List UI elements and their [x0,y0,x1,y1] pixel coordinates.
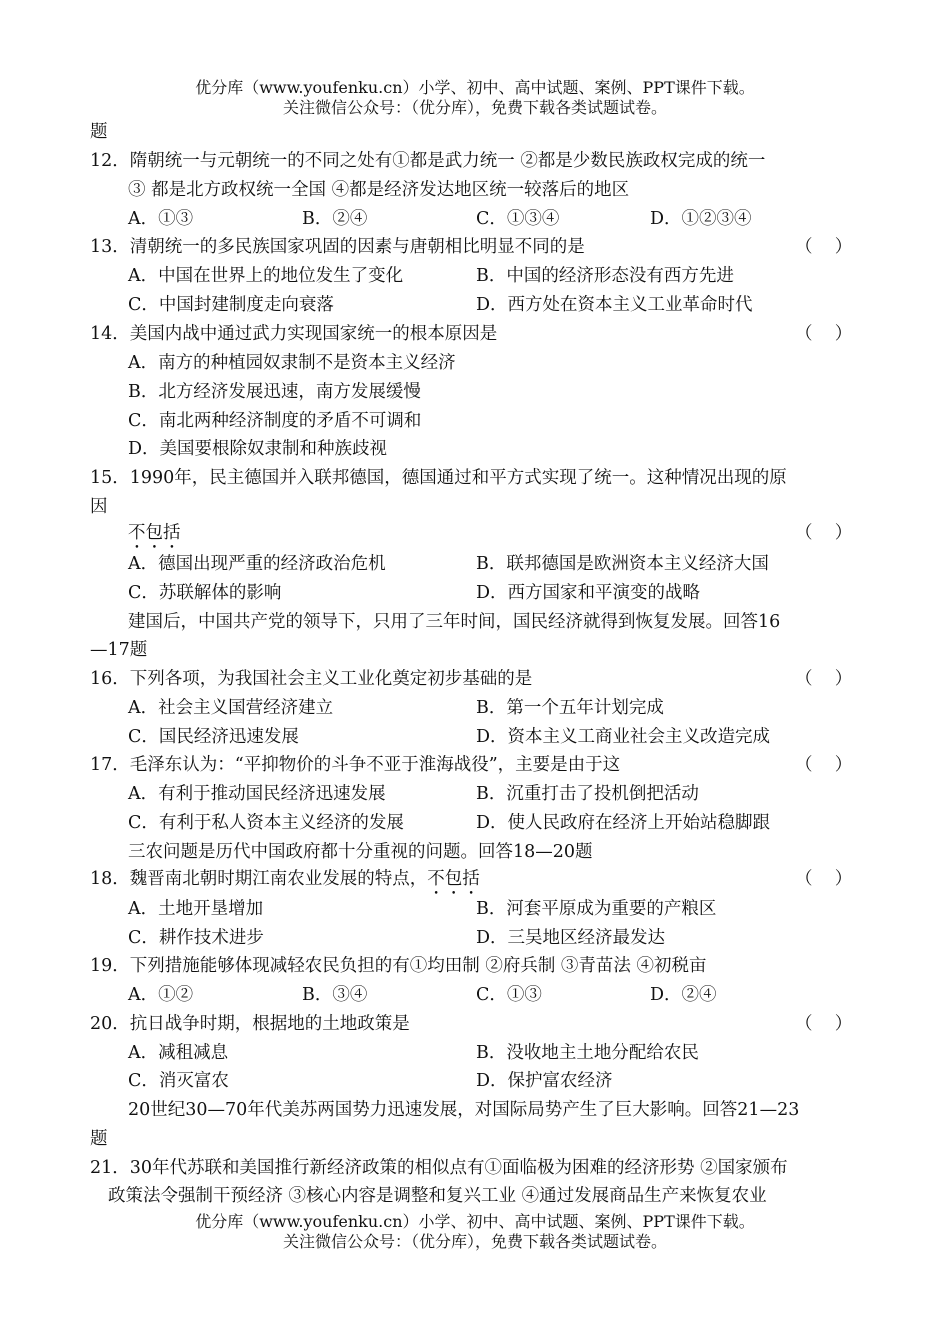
q14-option-a: A．南方的种植园奴隶制不是资本主义经济 [128,353,456,373]
q15-text-2: 因 [90,497,108,517]
q14-option-d: D．美国要根除奴隶制和种族歧视 [128,439,388,459]
q20-answer-blank: （ ） [795,1014,853,1034]
q13-answer-blank: （ ） [795,237,853,257]
q18-option-d: D．三吴地区经济最发达 [476,928,666,948]
q12-option-a: A．①③ [128,209,194,229]
q17-answer-blank: （ ） [795,755,853,775]
q15-option-c: C．苏联解体的影响 [128,583,282,603]
q21-text-1: 21．30年代苏联和美国推行新经济政策的相似点有①面临极为困难的经济形势 ②国家颁布 [90,1158,788,1178]
q14-text: 14．美国内战中通过武力实现国家统一的根本原因是 [90,324,498,344]
q13-option-a: A．中国在世界上的地位发生了变化 [128,266,404,286]
q12-text-1: 12．隋朝统一与元朝统一的不同之处有①都是武力统一 ②都是少数民族政权完成的统一 [90,151,766,171]
page-header-line-1: 优分库（www.youfenku.cn）小学、初中、高中试题、案例、PPT课件下载。 [195,78,755,97]
q16-option-c: C．国民经济迅速发展 [128,727,299,747]
continued-fragment: 题 [90,122,108,142]
q12-option-b: B．②④ [302,209,368,229]
q18-emphasis-not-include: 不包括 [427,869,480,889]
q17-option-b: B．沉重打击了投机倒把活动 [476,784,699,804]
q13-option-d: D．西方处在资本主义工业革命时代 [476,295,753,315]
q16-option-d: D．资本主义工商业社会主义改造完成 [476,727,771,747]
q13-option-b: B．中国的经济形态没有西方先进 [476,266,734,286]
q16-answer-blank: （ ） [795,669,853,689]
q17-text: 17．毛泽东认为：“平抑物价的斗争不亚于淮海战役”，主要是由于这 [90,755,621,775]
q17-option-a: A．有利于推动国民经济迅速发展 [128,784,386,804]
q20-option-c: C．消灭富农 [128,1071,229,1091]
intro-21-23-text-2: 题 [90,1129,108,1149]
q18-option-a: A．土地开垦增加 [128,899,264,919]
q17-option-d: D．使人民政府在经济上开始站稳脚跟 [476,813,771,833]
q20-text: 20．抗日战争时期，根据地的土地政策是 [90,1014,410,1034]
q12-option-d: D．①②③④ [650,209,752,229]
q16-text: 16．下列各项，为我国社会主义工业化奠定初步基础的是 [90,669,533,689]
q18-text [90,868,480,899]
q18-option-b: B．河套平原成为重要的产粮区 [476,899,717,919]
q13-option-c: C．中国封建制度走向衰落 [128,295,334,315]
intro-18-20-text: 三农问题是历代中国政府都十分重视的问题。回答18—20题 [128,842,593,862]
page-header-line-2: 关注微信公众号：（优分库），免费下载各类试题试卷。 [282,98,667,117]
q19-option-b: B．③④ [302,985,368,1005]
q12-option-c: C．①③④ [476,209,560,229]
q12-text-2: ③ 都是北方政权统一全国 ④都是经济发达地区统一较落后的地区 [128,180,630,200]
q15-option-a: A．德国出现严重的经济政治危机 [128,554,386,574]
q18-answer-blank: （ ） [795,869,853,889]
q19-option-a: A．①② [128,985,194,1005]
intro-16-17-text-1: 建国后，中国共产党的领导下，只用了三年时间，国民经济就得到恢复发展。回答16 [128,612,781,632]
q16-option-b: B．第一个五年计划完成 [476,698,664,718]
q14-option-c: C．南北两种经济制度的矛盾不可调和 [128,411,422,431]
q15-answer-blank: （ ） [795,523,853,543]
q20-option-d: D．保护富农经济 [476,1071,613,1091]
q15-option-b: B．联邦德国是欧洲资本主义经济大国 [476,554,769,574]
q14-option-b: B．北方经济发展迅速，南方发展缓慢 [128,382,421,402]
q14-answer-blank: （ ） [795,324,853,344]
q15-text-1: 15．1990年，民主德国并入联邦德国，德国通过和平方式实现了统一。这种情况出现的原 [90,468,787,488]
q19-text: 19．下列措施能够体现减轻农民负担的有①均田制 ②府兵制 ③青苗法 ④初税亩 [90,956,707,976]
q18-option-c: C．耕作技术进步 [128,928,264,948]
q15-emphasis-not-include: 不包括 [128,523,181,543]
q13-text: 13．清朝统一的多民族国家巩固的因素与唐朝相比明显不同的是 [90,237,585,257]
q15-option-d: D．西方国家和平演变的战略 [476,583,701,603]
q19-option-d: D．②④ [650,985,717,1005]
q20-option-b: B．没收地主土地分配给农民 [476,1043,699,1063]
intro-16-17-text-2: —17题 [90,640,148,660]
page-footer-line-2: 关注微信公众号：（优分库），免费下载各类试题试卷。 [282,1232,667,1251]
q16-option-a: A．社会主义国营经济建立 [128,698,334,718]
intro-21-23-text-1: 20世纪30—70年代美苏两国势力迅速发展，对国际局势产生了巨大影响。回答21—23 [128,1100,800,1120]
q20-option-a: A．减租减息 [128,1043,229,1063]
q17-option-c: C．有利于私人资本主义经济的发展 [128,813,404,833]
page-footer-line-1: 优分库（www.youfenku.cn）小学、初中、高中试题、案例、PPT课件下载。 [195,1212,755,1231]
q21-text-2: 政策法令强制干预经济 ③核心内容是调整和复兴工业 ④通过发展商品生产来恢复农业 [108,1186,767,1206]
q19-option-c: C．①③ [476,985,542,1005]
q18-text-main: 18．魏晋南北朝时期江南农业发展的特点， [90,869,428,889]
